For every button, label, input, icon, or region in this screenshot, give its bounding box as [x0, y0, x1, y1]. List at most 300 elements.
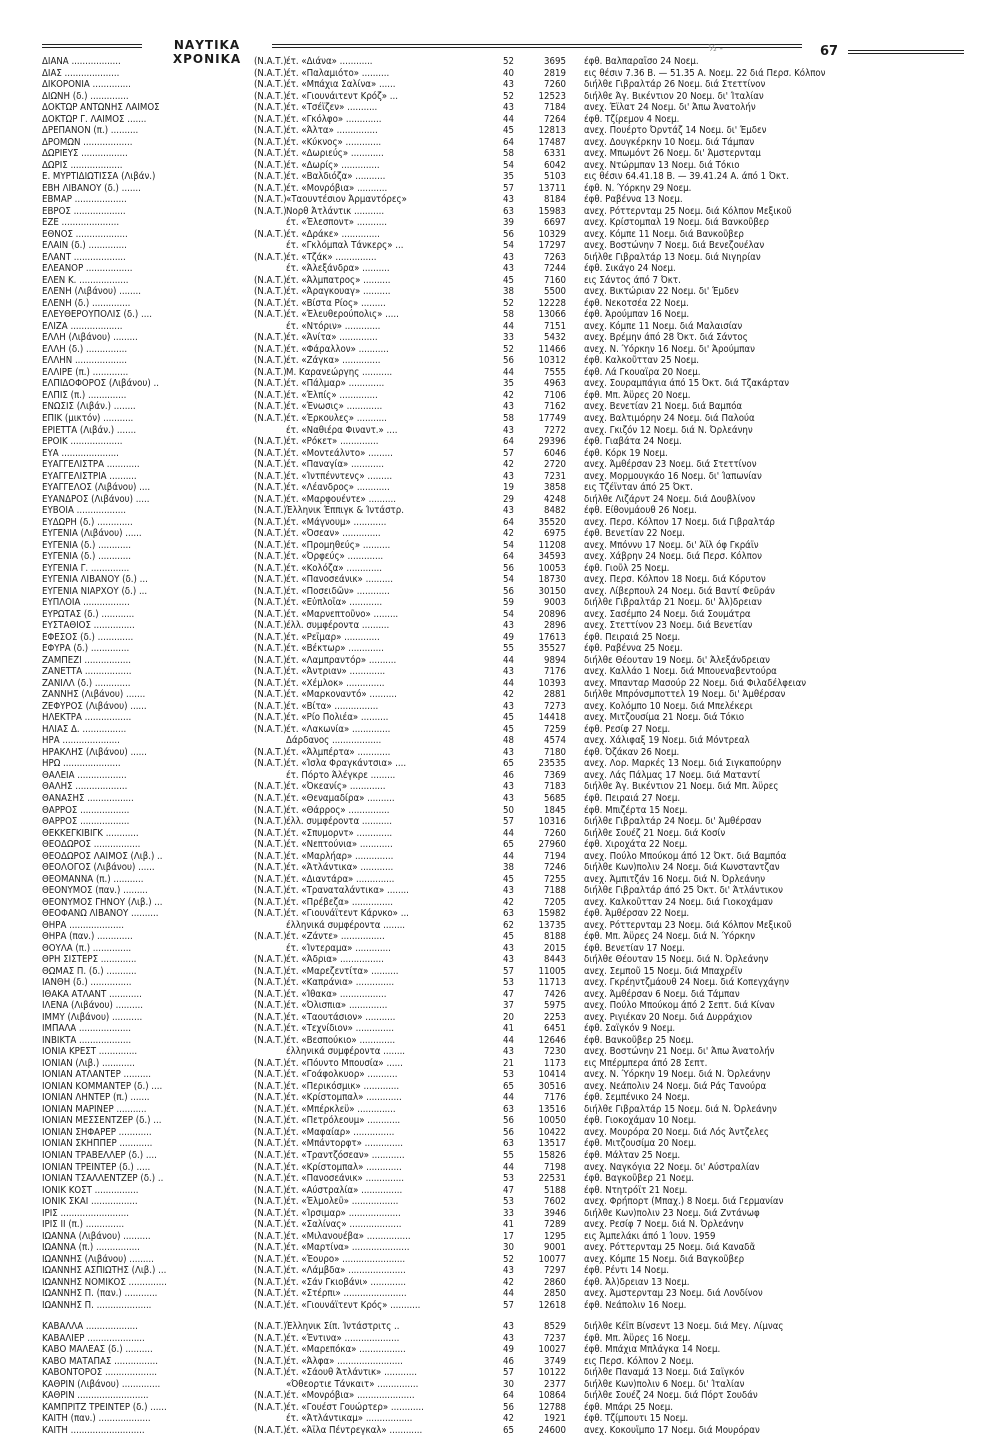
agent: έτ. «Θάρρος» ............... — [286, 804, 390, 816]
agent: έτ. «Ίσλα Φραγκάντσια» .... — [286, 758, 407, 770]
year-built: 63 — [503, 205, 514, 217]
flag: (Ν.Α.Τ.) — [254, 677, 287, 689]
ship-name: ΖΑΝΝΗΣ (Λιβάνου) ....... — [42, 689, 146, 701]
year-built: 43 — [503, 746, 514, 758]
agent: έτ. «Ταουτάσιον» ........... — [286, 1011, 396, 1023]
tonnage: 3946 — [544, 1207, 566, 1219]
tonnage: 7230 — [544, 1046, 566, 1058]
flag: (Ν.Α.Τ.) — [254, 896, 287, 908]
ship-entry-row — [42, 666, 982, 678]
movement: εις θέσιν 64.41.18 Β. — 39.41.24 Α. άπό 1 Όκτ. — [584, 171, 789, 183]
year-built: 45 — [503, 712, 514, 724]
tonnage: 2720 — [544, 459, 566, 471]
agent: έτ. «Βίτα» ................ — [286, 700, 379, 712]
movement: έφθ. Γιοκοχάμαν 10 Νοεμ. — [584, 1115, 697, 1127]
flag: (Ν.Α.Τ.) — [254, 1207, 287, 1219]
ship-entry-row — [42, 517, 982, 529]
ship-entry-row — [42, 977, 982, 989]
ship-entry-row — [42, 1173, 982, 1185]
tonnage: 7289 — [544, 1219, 566, 1231]
flag: (Ν.Α.Τ.) — [254, 1367, 287, 1379]
ship-name: ΙΟΝΙΑΝ ΜΕΣΣΕΝΤΖΕΡ (δ.) ... — [42, 1115, 162, 1127]
agent: έτ. «Πετρόλεουμ» ............ — [286, 1115, 401, 1127]
agent: έτ. «Λάμβδα» ..................... — [286, 1265, 406, 1277]
tonnage: 10053 — [538, 562, 566, 574]
year-built: 43 — [503, 793, 514, 804]
movement: έφθ. Βενετίαν 22 Νοεμ. — [584, 528, 685, 540]
ship-entry-row — [42, 851, 982, 863]
movement: ανεχ. Ρόττερνταμ 25 Νοεμ. διά Καναδᾶ — [584, 1242, 756, 1254]
tonnage: 9001 — [544, 1242, 566, 1254]
ship-entry-row — [42, 528, 982, 540]
tonnage: 2896 — [544, 620, 566, 632]
flag: (Ν.Α.Τ.) — [254, 90, 287, 102]
year-built: 64 — [503, 136, 514, 148]
ship-name: ΙΟΝΙΑ ΚΡΕΣΤ .............. — [42, 1046, 138, 1058]
movement: ανεχ. Στεττίνον 23 Νοεμ. διά Βενετίαν — [584, 620, 753, 632]
ship-name: ΕΛΕΝΗ (δ.) .............. — [42, 297, 131, 309]
year-built: 56 — [503, 585, 514, 597]
agent: έτ. «Μαρνεπτοῦνο» ......... — [286, 608, 399, 620]
year-built: 43 — [503, 251, 514, 263]
tonnage: 7176 — [544, 1092, 566, 1104]
year-built: 52 — [503, 56, 514, 67]
movement: έφθ. Γιαβάτα 24 Νοεμ. — [584, 436, 682, 448]
ship-entry-row — [42, 160, 982, 172]
tonnage: 4963 — [544, 378, 566, 390]
ship-name: ΕΥΓΕΝΙΑ ΝΙΑΡΧΟΥ (δ.) ... — [42, 585, 148, 597]
year-built: 35 — [503, 171, 514, 183]
ship-name: ΗΛΕΚΤΡΑ ................. — [42, 712, 132, 724]
movement: ανεχ. Βρέμην άπό 28 Όκτ. διά Σάντος — [584, 332, 748, 344]
ship-entry-row — [42, 1092, 982, 1104]
year-built: 43 — [503, 666, 514, 678]
page-mark: ½ - — [708, 44, 723, 54]
ship-name: ΙΟΝΙΑΝ ΣΗΦΑΡΕΡ ............ — [42, 1126, 152, 1138]
tonnage: 4248 — [544, 493, 566, 505]
tonnage: 2850 — [544, 1288, 566, 1300]
agent: έτ. «Μιλανουέβα» ................ — [286, 1230, 411, 1242]
movement: ανεχ. Φρήπορτ (Μπαχ.) 8 Νοεμ. διά Γερμανίαν — [584, 1196, 784, 1208]
flag: (Ν.Α.Τ.) — [254, 1138, 287, 1150]
year-built: 49 — [503, 1344, 514, 1356]
year-built: 43 — [503, 79, 514, 91]
tonnage: 7260 — [544, 79, 566, 91]
ship-entry-row — [42, 459, 982, 471]
flag: (Ν.Α.Τ.) — [254, 79, 287, 91]
tonnage: 2015 — [544, 942, 566, 954]
agent: έτ. «Στέρπι» ....................... — [286, 1288, 407, 1300]
flag: (Ν.Α.Τ.) — [254, 136, 287, 148]
ship-entry-row — [42, 482, 982, 494]
agent: έτ. «Ίθακα» ................. — [286, 988, 387, 1000]
ship-entry-row — [42, 586, 982, 598]
tonnage: 1921 — [544, 1413, 566, 1425]
flag: (Ν.Α.Τ.) — [254, 205, 287, 217]
tonnage: 5188 — [544, 1184, 566, 1196]
ship-name: ΘΕΟΛΟΓΟΣ (Λιβάνου) ...... — [42, 862, 155, 874]
flag: (Ν.Α.Τ.) — [254, 597, 287, 609]
ship-entry-row — [42, 1390, 982, 1402]
movement: έφθ. Κόρκ 19 Νοεμ. — [584, 447, 668, 459]
year-built: 44 — [503, 850, 514, 862]
flag: (Ν.Α.Τ.) — [254, 251, 287, 263]
ship-name: ΙΩΑΝΝΑ (Λιβάνου) .......... — [42, 1230, 151, 1242]
agent: έτ. «Γιουνάιτεντ Κρόζ» ... — [286, 90, 399, 102]
ship-name: ΕΛΑΙΝ (δ.) .............. — [42, 240, 127, 252]
movement: ανεχ. Μουρόρα 20 Νοεμ. διά Λός Άντζελες — [584, 1126, 769, 1138]
ship-entry-row — [42, 137, 982, 149]
movement: διήλθε Κέϊπ Βίνσεντ 13 Νοεμ. διά Μεγ. Λίμνας — [584, 1321, 784, 1333]
ship-name: ΕΡΟΪΚ ................... — [42, 436, 123, 448]
tonnage: 13516 — [538, 1103, 566, 1115]
movement: έφθ. Νεκοτσέα 22 Νοεμ. — [584, 297, 689, 309]
tonnage: 11208 — [538, 539, 566, 551]
ship-entry-row — [42, 632, 982, 644]
movement: ανεχ. Σασέμπο 24 Νοεμ. διά Σουμάτρα — [584, 608, 751, 620]
agent: έτ. «Γκλόμπαλ Τάνκερς» ... — [286, 240, 404, 252]
ship-entry-row — [42, 781, 982, 793]
movement: έφθ. Μπιζέρτα 15 Νοεμ. — [584, 804, 688, 816]
movement: ανεχ. Μπόννυ 17 Νοεμ. δι' Άϊλ όφ Γκράϊν — [584, 539, 759, 551]
movement: εις Τζέϊνταν άπό 25 Όκτ. — [584, 482, 693, 494]
tonnage: 7297 — [544, 1265, 566, 1277]
tonnage: 6331 — [544, 148, 566, 160]
tonnage: 5103 — [544, 171, 566, 183]
flag: (Ν.Α.Τ.) — [254, 689, 287, 701]
agent: έτ. «Δωρίς» .............. — [286, 159, 380, 171]
ship-entry-row — [42, 229, 982, 241]
ship-entry-row — [42, 1254, 982, 1266]
ship-entry-row — [42, 355, 982, 367]
tonnage: 7237 — [544, 1332, 566, 1344]
tonnage: 7194 — [544, 850, 566, 862]
agent: έτ. «Κρίστομπαλ» ............. — [286, 1161, 402, 1173]
ship-entry-row — [42, 194, 982, 206]
flag: (Ν.Α.Τ.) — [254, 585, 287, 597]
ship-name: ΔΙΑΣ .................... — [42, 67, 120, 79]
ship-entry-row — [42, 1231, 982, 1243]
tonnage: 12813 — [538, 125, 566, 137]
movement: διήλθε Κων)πολιν 6 Νοεμ. δι' Ίταλίαν — [584, 1378, 745, 1390]
ship-name: ΕΥΓΕΝΙΑ (Λιβάνου) ...... — [42, 528, 142, 540]
year-built: 44 — [503, 677, 514, 689]
flag: (Ν.Α.Τ.) — [254, 1219, 287, 1231]
flag: (Ν.Α.Τ.) — [254, 562, 287, 574]
ship-entry-row — [42, 805, 982, 817]
agent: έτ. «Μαρλήαρ» .............. — [286, 850, 394, 862]
movement: διήλθε Άγ. Βικέντιον 21 Νοεμ. διά Μπ. Άϋρες — [584, 781, 779, 793]
ship-name: ΕΒΡΟΣ ................... — [42, 205, 126, 217]
ship-name: ΔΩΡΙΣ ................... — [42, 159, 123, 171]
ship-entry-row — [42, 436, 982, 448]
ship-entry-row — [42, 79, 982, 91]
tonnage: 30516 — [538, 1080, 566, 1092]
ship-entry-row — [42, 344, 982, 356]
ship-name: ΘΑΛΕΙΑ .................. — [42, 769, 127, 781]
tonnage: 7180 — [544, 746, 566, 758]
flag: (Ν.Α.Τ.) — [254, 436, 287, 448]
year-built: 43 — [503, 885, 514, 897]
year-built: 56 — [503, 562, 514, 574]
flag: (Ν.Α.Τ.) — [254, 102, 287, 114]
ship-name: ΘΗΡΑ (παν.) ............. — [42, 931, 133, 943]
ship-entry-row — [42, 1069, 982, 1081]
movement: έφθ. Μπ. Άϋρες 20 Νοεμ. — [584, 389, 691, 401]
ship-entry-row — [42, 1127, 982, 1139]
ship-name: ΕΥΓΕΝΙΑ ΛΙΒΑΝΟΥ (δ.) ... — [42, 574, 148, 586]
movement: ανεχ. Άμθέρσαν 23 Νοεμ. διά Στεττίνον — [584, 459, 757, 471]
year-built: 43 — [503, 505, 514, 517]
ship-entry-row — [42, 735, 982, 747]
ship-name: ΙΟΝΙΑΝ ΚΟΜΜΑΝΤΕΡ (δ.) .... — [42, 1080, 163, 1092]
agent: έτ. «Μονρόβια» ........... — [286, 182, 388, 194]
ship-entry-row — [42, 252, 982, 264]
flag: (Ν.Α.Τ.) — [254, 1000, 287, 1012]
tonnage: 7259 — [544, 723, 566, 735]
year-built: 20 — [503, 1011, 514, 1023]
agent: έτ. «Βεσπούκιο» ............. — [286, 1034, 396, 1046]
agent: έτ. «Εὐπλοΐα» ............ — [286, 597, 383, 609]
movement: έφθ. Μιτζουσίμα 20 Νοεμ. — [584, 1138, 697, 1150]
ship-entry-row — [42, 1035, 982, 1047]
flag: (Ν.Α.Τ.) — [254, 965, 287, 977]
section-gap — [42, 1311, 982, 1321]
year-built: 54 — [503, 240, 514, 252]
tonnage: 10422 — [538, 1126, 566, 1138]
ship-name: ΘΕΟΔΩΡΟΣ ................. — [42, 839, 141, 851]
ship-entry-row — [42, 68, 982, 80]
ship-entry-row — [42, 367, 982, 379]
flag: (Ν.Α.Τ.) — [254, 482, 287, 494]
agent: έλλ. συμφέροντα .......... — [286, 620, 390, 632]
movement: ανεχ. Σεμποῦ 15 Νοεμ. διά Μπαχρέϊν — [584, 965, 743, 977]
ship-name: ΙΩΑΝΝΗΣ (Λιβάνου) ......... — [42, 1253, 154, 1265]
agent: έτ. «Ποσειδῶν» ............ — [286, 585, 390, 597]
ship-movements-list — [42, 56, 982, 1436]
year-built: 43 — [503, 424, 514, 436]
year-built: 48 — [503, 735, 514, 747]
movement: έφθ. Μάλταν 25 Νοεμ. — [584, 1149, 681, 1161]
agent: έτ. «Λέανδρος» ............ — [286, 482, 390, 494]
tonnage: 1845 — [544, 804, 566, 816]
year-built: 45 — [503, 125, 514, 137]
ship-entry-row — [42, 1288, 982, 1300]
agent: έτ. «Έλπίς» .............. — [286, 389, 378, 401]
agent: έτ. «Δωριεύς» ............ — [286, 148, 384, 160]
agent: έτ. «Άτλάντικα» ............ — [286, 862, 394, 874]
agent: έτ. «Πανοσεάνικ» .......... — [286, 574, 393, 586]
tonnage: 6042 — [544, 159, 566, 171]
ship-entry-row — [42, 91, 982, 103]
tonnage: 7176 — [544, 666, 566, 678]
tonnage: 7426 — [544, 988, 566, 1000]
flag: (Ν.Α.Τ.) — [254, 1149, 287, 1161]
flag: (Ν.Α.Τ.) — [254, 113, 287, 125]
agent: έτ. «Όκεανίς» ............. — [286, 781, 386, 793]
agent: έτ. «Ίρσιμαρ» ................... — [286, 1207, 401, 1219]
agent: έτ. «Γκόλφο» ............. — [286, 113, 382, 125]
tonnage: 7602 — [544, 1196, 566, 1208]
ship-entry-row — [42, 712, 982, 724]
movement: έφθ. Τζίμπουτι 15 Νοεμ. — [584, 1413, 689, 1425]
tonnage: 10393 — [538, 677, 566, 689]
ship-entry-row — [42, 148, 982, 160]
year-built: 38 — [503, 862, 514, 874]
movement: έφθ. Βαλπαραΐσο 24 Νοεμ. — [584, 56, 699, 67]
ship-name: ΙΟΝΙΑΝ ΤΣΑΛΛΕΝΤΖΕΡ (δ.) .. — [42, 1173, 164, 1185]
movement: έφθ. Πειραιά 25 Νοεμ. — [584, 631, 681, 643]
flag: (Ν.Α.Τ.) — [254, 804, 287, 816]
movement: ανεχ. Μπανταρ Μασούρ 22 Νοεμ. διά Φιλαδέλφειαν — [584, 677, 807, 689]
agent: έτ. «Ρεΐμαρ» ............. — [286, 631, 380, 643]
flag: (Ν.Α.Τ.) — [254, 873, 287, 885]
movement: διήλθε Κων)πολιν 24 Νοεμ. διά Κωνσταντζαν — [584, 862, 780, 874]
year-built: 56 — [503, 355, 514, 367]
agent: έτ. «Άραγκουαγ» .......... — [286, 286, 391, 298]
ship-name: ΙΩΑΝΝΑ (π.) ................ — [42, 1242, 140, 1254]
ship-name: ΚΑΘΡΙΝ (Λιβάνου) .............. — [42, 1378, 161, 1390]
tonnage: 23535 — [538, 758, 566, 770]
movement: έφθ. Άλ)δρειαν 13 Νοεμ. — [584, 1276, 690, 1288]
ship-entry-row — [42, 1402, 982, 1414]
agent: έτ. «Μαρεπόκα» ................. — [286, 1344, 406, 1356]
movement: έφθ. Άμθέρσαν 22 Νοεμ. — [584, 908, 690, 920]
ship-name: ΚΑΘΡΙΝ .......................... — [42, 1390, 149, 1402]
movement: διήλθε Γιβραλτάρ 21 Νοεμ. δι' Άλ)δρειαν — [584, 597, 762, 609]
ship-name: ΕΛΛΙΡΕ (π.) ............. — [42, 366, 129, 378]
flag: (Ν.Α.Τ.) — [254, 827, 287, 839]
year-built: 57 — [503, 816, 514, 828]
year-built: 44 — [503, 1161, 514, 1173]
agent: έτ. «Βαλδιόζα» ........... — [286, 171, 386, 183]
agent: έτ. «Ένωσις» ............. — [286, 401, 383, 413]
agent: έτ. «Λαμπραντόρ» .......... — [286, 654, 397, 666]
movement: ανεχ. Κοκουΐμπο 17 Νοεμ. διά Μουρόραν — [584, 1424, 760, 1436]
agent: έτ. «Δράκε» .............. — [286, 228, 380, 240]
agent: έτ. «Γιουνάϊτεντ Κάρνκο» ... — [286, 908, 409, 920]
year-built: 42 — [503, 1413, 514, 1425]
ship-name: ΚΑΒΑΛΙΕΡ ..................... — [42, 1332, 145, 1344]
tonnage: 7198 — [544, 1161, 566, 1173]
ship-entry-row — [42, 551, 982, 563]
ship-name: ΙΟΝΙΑΝ ΛΗΝΤΕΡ (π.) ....... — [42, 1092, 150, 1104]
year-built: 63 — [503, 908, 514, 920]
page-title: ΝΑΥΤΙΚΑ ΧΡΟΝΙΚΑ — [172, 38, 242, 66]
agent: έτ. «Μαρφουέντε» .......... — [286, 493, 396, 505]
tonnage: 8529 — [544, 1321, 566, 1333]
ship-name: ΙΟΝΙΑΝ (Λιβ.) ............ — [42, 1057, 135, 1069]
ship-name: ΘΑΝΑΣΗΣ ................. — [42, 793, 134, 804]
tonnage: 11005 — [538, 965, 566, 977]
agent: έτ. «Ναθιέρα Φιναντ.» .... — [286, 424, 398, 436]
year-built: 56 — [503, 1401, 514, 1413]
flag: (Ν.Α.Τ.) — [254, 1242, 287, 1254]
movement: ανεχ. Βοστώνην 21 Νοεμ. δι' Άπω Άνατολήν — [584, 1046, 775, 1058]
agent: έτ. «Γοάφολκυορ» ........... — [286, 1069, 398, 1081]
ship-name: ΘΕΟΝΥΜΟΣ (παν.) ......... — [42, 885, 148, 897]
flag: (Ν.Α.Τ.) — [254, 1265, 287, 1277]
ship-entry-row — [42, 1023, 982, 1035]
movement: ανεχ. Ν. Ύόρκην 16 Νοεμ. δι' Άρούμπαν — [584, 343, 755, 355]
tonnage: 12228 — [538, 297, 566, 309]
ship-name: ΕΛΕΝΗ (Λιβάνου) ........ — [42, 286, 142, 298]
year-built: 55 — [503, 643, 514, 655]
ship-name: ΔΩΡΙΕΥΣ ................. — [42, 148, 128, 160]
tonnage: 5432 — [544, 332, 566, 344]
movement: ανεχ. Κολόμπο 10 Νοεμ. διά Μπελέκερι — [584, 700, 753, 712]
ship-entry-row — [42, 125, 982, 137]
tonnage: 7272 — [544, 424, 566, 436]
ship-name: ΚΑΙΤΗ (παν.) ................... — [42, 1413, 151, 1425]
tonnage: 8443 — [544, 954, 566, 966]
flag: (Ν.Α.Τ.) — [254, 620, 287, 632]
ship-entry-row — [42, 1150, 982, 1162]
ship-entry-row — [42, 1242, 982, 1254]
ship-entry-row — [42, 1058, 982, 1070]
ship-entry-row — [42, 1356, 982, 1368]
flag: (Ν.Α.Τ.) — [254, 1069, 287, 1081]
ship-entry-row — [42, 401, 982, 413]
ship-entry-row — [42, 1413, 982, 1425]
movement: ανεχ. Ρόττερνταμ 23 Νοεμ. διά Κόλπον Μεξικοῦ — [584, 919, 792, 931]
ship-name: ΕΥΓΕΝΙΑ (δ.) ............ — [42, 539, 132, 551]
agent: έτ. «Όσεαν» .............. — [286, 528, 381, 540]
agent: έτ. «Γιουνάϊτεντ Κρός» ........... — [286, 1299, 421, 1311]
movement: ανεχ. Μορμουγκάο 16 Νοεμ. δι' Ίαπωνίαν — [584, 470, 762, 482]
flag: (Ν.Α.Τ.) — [254, 654, 287, 666]
year-built: 53 — [503, 1069, 514, 1081]
ship-entry-row — [42, 263, 982, 275]
ship-entry-row — [42, 874, 982, 886]
agent: έτ. «Μαρεζεντίτα» .......... — [286, 965, 399, 977]
movement: ανεχ. Άμπιτζάν 16 Νοεμ. διά Ν. Όρλεάνην — [584, 873, 766, 885]
movement: διήλθε Γιβραλτάρ 24 Νοεμ. δι' Άμθέρσαν — [584, 816, 762, 828]
ship-entry-row — [42, 390, 982, 402]
ship-name: ΘΕΚΚΕΓΚΙΒΙΓΚ ............ — [42, 827, 139, 839]
year-built: 47 — [503, 1184, 514, 1196]
agent: έτ. «Ρίο Πολιέα» .......... — [286, 712, 389, 724]
movement: ανεχ. Λίβερπουλ 24 Νοεμ. διά Βαντί Φεϋράν — [584, 585, 775, 597]
flag: (Ν.Α.Τ.) — [254, 723, 287, 735]
tonnage: 35527 — [538, 643, 566, 655]
flag: (Ν.Α.Τ.) — [254, 839, 287, 851]
ship-name: ΖΕΦΥΡΟΣ (Λιβάνου) ...... — [42, 700, 147, 712]
ship-name: ΘΕΟΝΥΜΟΣ ΓΗΝΟΥ (Λιβ.) ... — [42, 896, 163, 908]
tonnage: 11466 — [538, 343, 566, 355]
flag: (Ν.Α.Τ.) — [254, 1276, 287, 1288]
movement: έφθ. Μπάρι 25 Νοεμ. — [584, 1401, 673, 1413]
flag: (Ν.Α.Τ.) — [254, 931, 287, 943]
agent: έτ. «Όρφεύς» ............. — [286, 551, 384, 563]
year-built: 43 — [503, 1321, 514, 1333]
flag: (Ν.Α.Τ.) — [254, 1321, 287, 1333]
agent: έτ. «Άλφα» ........................ — [286, 1355, 403, 1367]
ship-name: ΙΩΑΝΝΗΣ Π. (παν.) ............ — [42, 1288, 158, 1300]
ship-name: Ε. ΜΥΡΤΙΔΙΩΤΙΣΣΑ (Λιβάν.) — [42, 171, 156, 183]
ship-name: ΕΘΝΟΣ ................... — [42, 228, 128, 240]
agent: έτ. «Έρκουλες» ........... — [286, 412, 387, 424]
tonnage: 7555 — [544, 366, 566, 378]
movement: ανεχ. Βοστώνην 7 Νοεμ. διά Βενεζουέλαν — [584, 240, 765, 252]
flag: (Ν.Α.Τ.) — [254, 1126, 287, 1138]
agent: «Όθεορτιε Τάνκαιτ» ............... — [286, 1378, 419, 1390]
agent: έλληνικά συμφέροντα ........ — [286, 919, 406, 931]
year-built: 54 — [503, 574, 514, 586]
ship-name: ΚΑΙΤΗ ........................... — [42, 1424, 145, 1436]
agent: Δάρδανος .................. — [286, 735, 382, 747]
ship-entry-row — [42, 1185, 982, 1197]
